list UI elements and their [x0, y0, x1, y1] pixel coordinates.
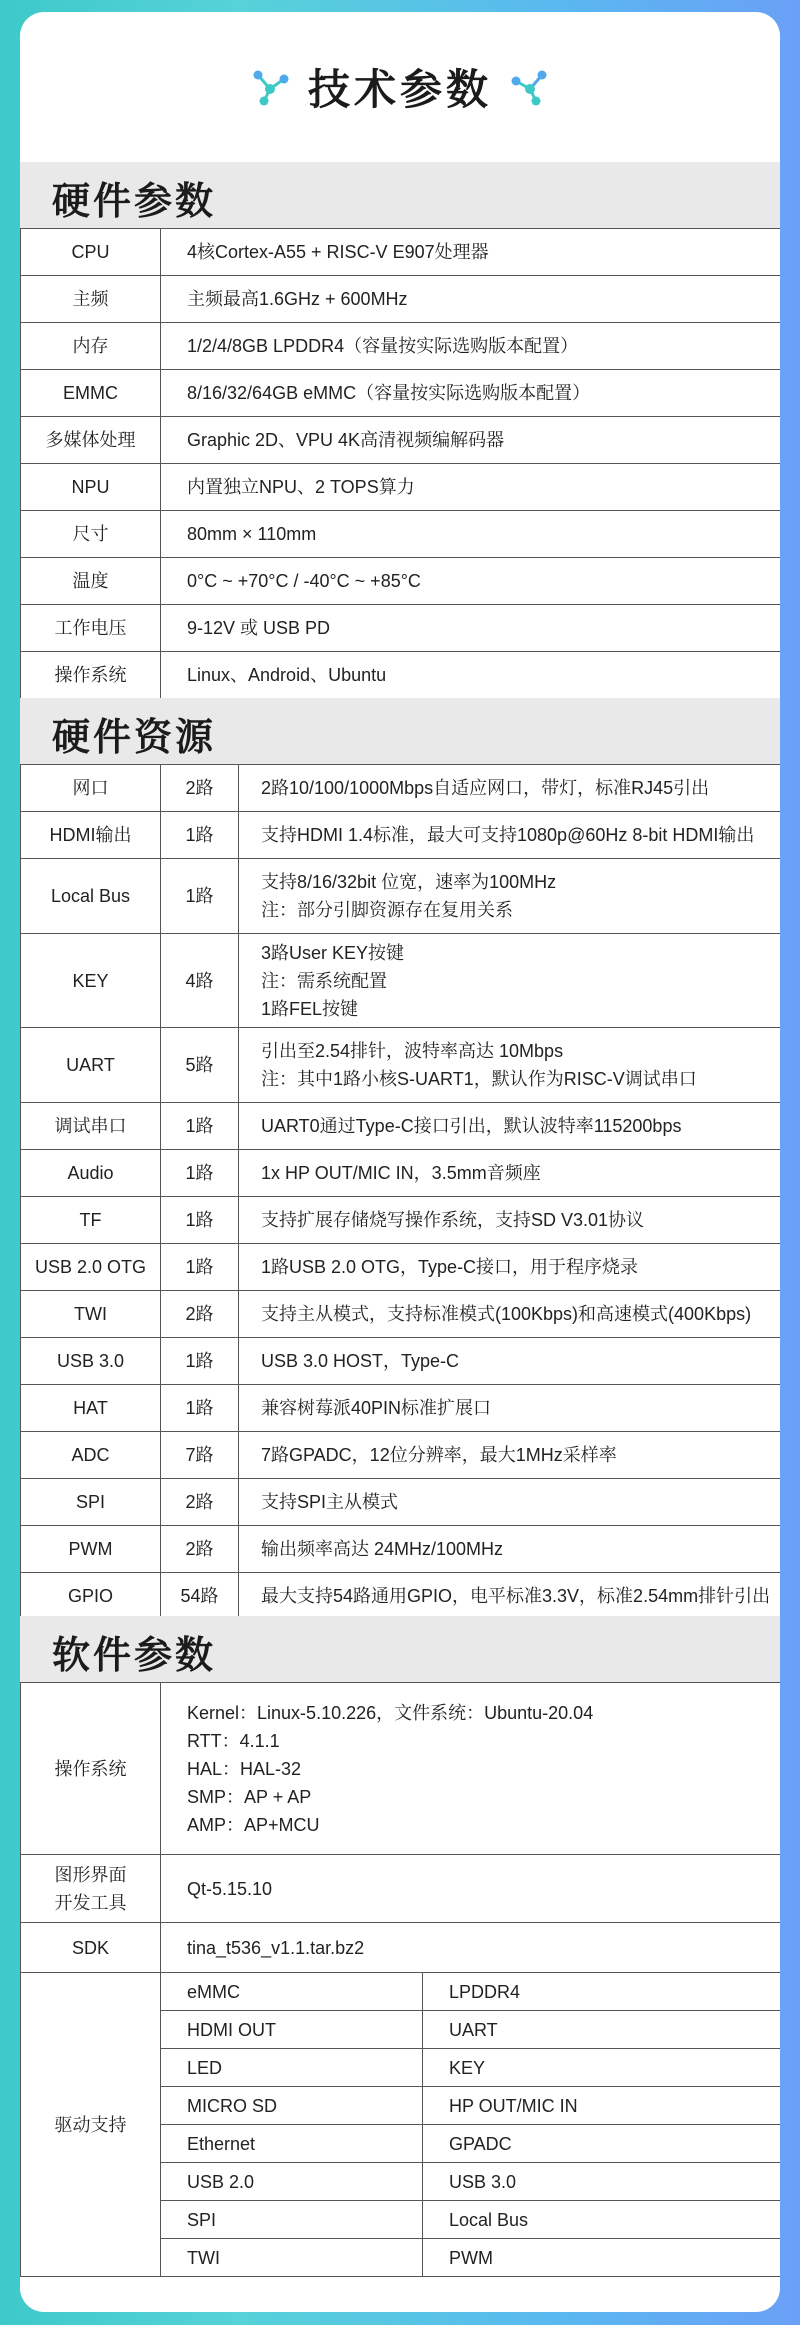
resource-desc — [239, 1338, 781, 1385]
resource-count: 1路 — [161, 812, 239, 859]
resource-count: 7路 — [161, 1432, 239, 1479]
resource-desc-line: 引出至2.54排针，波特率高达 10Mbps — [261, 1041, 564, 1061]
resource-count: 2路 — [161, 765, 239, 812]
resource-desc-line: 3路User KEY按键 — [261, 942, 405, 963]
resource-desc-line: 注：需系统配置 — [261, 970, 387, 991]
molecule-icon-right — [508, 65, 552, 109]
resource-key: Audio — [21, 1150, 161, 1197]
param-key: 尺寸 — [21, 511, 161, 558]
resource-count: 2路 — [161, 1526, 239, 1573]
table-row — [21, 1385, 781, 1432]
driver-item: KEY — [423, 2049, 781, 2087]
sw-gui-key-line: 开发工具 — [54, 1892, 127, 1913]
resource-desc-line: 1x HP OUT/MIC IN，3.5mm音频座 — [261, 1163, 541, 1183]
resource-key: HDMI输出 — [21, 812, 161, 859]
resource-desc-line: 1路FEL按键 — [261, 998, 359, 1019]
driver-item: HDMI OUT — [161, 2011, 423, 2049]
driver-item: Ethernet — [161, 2125, 423, 2163]
hardware-resources-table — [20, 764, 780, 1620]
sw-os-line: AMP：AP+MCU — [187, 1814, 320, 1835]
table-row — [21, 464, 781, 511]
table-row — [21, 605, 781, 652]
sw-gui-key — [21, 1855, 161, 1923]
table-row — [21, 1479, 781, 1526]
resource-key: PWM — [21, 1526, 161, 1573]
resource-desc — [239, 812, 781, 859]
resource-desc — [239, 1197, 781, 1244]
molecule-icon-left — [248, 65, 292, 109]
resource-count: 4路 — [161, 934, 239, 1028]
resource-key: 网口 — [21, 765, 161, 812]
resource-desc-line: 支持HDMI 1.4标准，最大可支持1080p@60Hz 8-bit HDMI输出 — [261, 825, 755, 845]
resource-key: KEY — [21, 934, 161, 1028]
table-row — [21, 1197, 781, 1244]
driver-item: UART — [423, 2011, 781, 2049]
resource-count: 1路 — [161, 1103, 239, 1150]
table-row — [21, 558, 781, 605]
driver-item: USB 2.0 — [161, 2163, 423, 2201]
resource-count: 1路 — [161, 1244, 239, 1291]
resource-key: Local Bus — [21, 859, 161, 934]
sw-os-value — [161, 1683, 781, 1855]
resource-desc-line: 兼容树莓派40PIN标准扩展口 — [261, 1398, 492, 1418]
driver-row — [21, 1973, 781, 2011]
resource-count: 1路 — [161, 1385, 239, 1432]
resource-desc-line: 支持8/16/32bit 位宽，速率为100MHz — [261, 872, 557, 892]
param-value: 80mm × 110mm — [161, 511, 781, 558]
spec-card — [20, 12, 780, 2312]
sw-os-line: SMP：AP + AP — [187, 1786, 312, 1807]
resource-desc-line: 支持扩展存储烧写操作系统，支持SD V3.01协议 — [261, 1210, 645, 1230]
param-key: 温度 — [21, 558, 161, 605]
resource-desc — [239, 859, 781, 934]
table-row — [21, 511, 781, 558]
resource-key: GPIO — [21, 1573, 161, 1620]
resource-count: 2路 — [161, 1479, 239, 1526]
table-row — [21, 323, 781, 370]
driver-item: USB 3.0 — [423, 2163, 781, 2201]
resource-desc — [239, 1150, 781, 1197]
table-row — [21, 1028, 781, 1103]
table-row — [21, 1526, 781, 1573]
resource-desc-line: 注：其中1路小核S-UART1，默认作为RISC-V调试串口 — [261, 1069, 697, 1089]
driver-item: MICRO SD — [161, 2087, 423, 2125]
resource-key: USB 3.0 — [21, 1338, 161, 1385]
param-value: 9-12V 或 USB PD — [161, 605, 781, 652]
sw-os-line: RTT：4.1.1 — [187, 1730, 280, 1751]
resource-count: 1路 — [161, 1197, 239, 1244]
driver-item: LPDDR4 — [423, 1973, 781, 2011]
param-value: 主频最高1.6GHz + 600MHz — [161, 276, 781, 323]
table-row — [21, 1244, 781, 1291]
resource-desc-line: 输出频率高达 24MHz/100MHz — [261, 1539, 504, 1559]
driver-item: LED — [161, 2049, 423, 2087]
resource-desc — [239, 1103, 781, 1150]
driver-item: HP OUT/MIC IN — [423, 2087, 781, 2125]
resource-desc — [239, 1244, 781, 1291]
table-row — [21, 652, 781, 699]
driver-item: SPI — [161, 2201, 423, 2239]
resource-desc — [239, 1526, 781, 1573]
table-row — [21, 934, 781, 1028]
resource-key: TWI — [21, 1291, 161, 1338]
resource-desc-line: UART0通过Type-C接口引出，默认波特率115200bps — [261, 1116, 682, 1136]
section-title: 软件参数 — [52, 1635, 217, 1677]
sw-os-line: Kernel：Linux-5.10.226，文件系统：Ubuntu-20.04 — [187, 1702, 594, 1723]
param-key: 操作系统 — [21, 652, 161, 699]
param-key: 主频 — [21, 276, 161, 323]
sw-sdk-key: SDK — [21, 1923, 161, 1973]
sw-gui-value: Qt-5.15.10 — [161, 1855, 781, 1923]
table-row — [21, 1432, 781, 1479]
page-title: 技术参数 — [307, 66, 492, 113]
section-hardware-params — [20, 162, 780, 228]
resource-desc-line: 注：部分引脚资源存在复用关系 — [261, 900, 513, 920]
resource-desc — [239, 1291, 781, 1338]
driver-item: Local Bus — [423, 2201, 781, 2239]
section-software-params — [20, 1616, 780, 1682]
resource-desc — [239, 1573, 781, 1620]
table-row — [21, 812, 781, 859]
resource-count: 2路 — [161, 1291, 239, 1338]
table-row — [21, 1573, 781, 1620]
param-value: Graphic 2D、VPU 4K高清视频编解码器 — [161, 417, 781, 464]
param-key: 多媒体处理 — [21, 417, 161, 464]
driver-item: eMMC — [161, 1973, 423, 2011]
table-row — [21, 1103, 781, 1150]
software-params-table — [20, 1682, 780, 2277]
resource-count: 1路 — [161, 1338, 239, 1385]
param-key: NPU — [21, 464, 161, 511]
resource-count: 1路 — [161, 1150, 239, 1197]
resource-desc — [239, 1432, 781, 1479]
driver-item: GPADC — [423, 2125, 781, 2163]
resource-desc-line: 2路10/100/1000Mbps自适应网口，带灯，标准RJ45引出 — [261, 778, 710, 798]
param-value: Linux、Android、Ubuntu — [161, 652, 781, 699]
table-row — [21, 229, 781, 276]
resource-count: 5路 — [161, 1028, 239, 1103]
sw-os-line: HAL：HAL-32 — [187, 1758, 302, 1779]
resource-desc-line: 最大支持54路通用GPIO，电平标准3.3V，标准2.54mm排针引出 — [261, 1586, 771, 1606]
param-value: 1/2/4/8GB LPDDR4（容量按实际选购版本配置） — [161, 323, 781, 370]
section-hardware-resources — [20, 698, 780, 764]
param-key: CPU — [21, 229, 161, 276]
table-row — [21, 1150, 781, 1197]
resource-key: SPI — [21, 1479, 161, 1526]
resource-key: TF — [21, 1197, 161, 1244]
resource-key: HAT — [21, 1385, 161, 1432]
table-row — [21, 417, 781, 464]
page-header — [20, 12, 780, 162]
resource-key: UART — [21, 1028, 161, 1103]
section-title: 硬件资源 — [52, 717, 217, 759]
resource-key: ADC — [21, 1432, 161, 1479]
table-row — [21, 1338, 781, 1385]
table-row — [21, 276, 781, 323]
param-key: EMMC — [21, 370, 161, 417]
table-row — [21, 859, 781, 934]
resource-desc-line: 7路GPADC，12位分辨率，最大1MHz采样率 — [261, 1445, 617, 1465]
sw-os-key: 操作系统 — [21, 1683, 161, 1855]
param-key: 内存 — [21, 323, 161, 370]
resource-desc — [239, 765, 781, 812]
resource-desc — [239, 1028, 781, 1103]
sw-drivers-key: 驱动支持 — [21, 1973, 161, 2277]
resource-desc-line: 支持主从模式，支持标准模式(100Kbps)和高速模式(400Kbps) — [261, 1304, 752, 1324]
section-title: 硬件参数 — [52, 181, 217, 223]
table-row — [21, 765, 781, 812]
table-row — [21, 1291, 781, 1338]
sw-gui-key-line: 图形界面 — [54, 1864, 127, 1885]
resource-count: 54路 — [161, 1573, 239, 1620]
driver-item: PWM — [423, 2239, 781, 2277]
hardware-params-table — [20, 228, 780, 699]
resource-desc-line: 支持SPI主从模式 — [261, 1492, 399, 1512]
resource-key: USB 2.0 OTG — [21, 1244, 161, 1291]
resource-desc-line: 1路USB 2.0 OTG，Type-C接口，用于程序烧录 — [261, 1257, 639, 1277]
table-row — [21, 370, 781, 417]
resource-desc-line: USB 3.0 HOST，Type-C — [261, 1351, 460, 1371]
param-value: 内置独立NPU、2 TOPS算力 — [161, 464, 781, 511]
sw-sdk-value: tina_t536_v1.1.tar.bz2 — [161, 1923, 781, 1973]
resource-key: 调试串口 — [21, 1103, 161, 1150]
driver-item: TWI — [161, 2239, 423, 2277]
resource-desc — [239, 1479, 781, 1526]
param-key: 工作电压 — [21, 605, 161, 652]
resource-count: 1路 — [161, 859, 239, 934]
param-value: 4核Cortex-A55 + RISC-V E907处理器 — [161, 229, 781, 276]
param-value: 8/16/32/64GB eMMC（容量按实际选购版本配置） — [161, 370, 781, 417]
param-value: 0°C ~ +70°C / -40°C ~ +85°C — [161, 558, 781, 605]
resource-desc — [239, 1385, 781, 1432]
resource-desc — [239, 934, 781, 1028]
